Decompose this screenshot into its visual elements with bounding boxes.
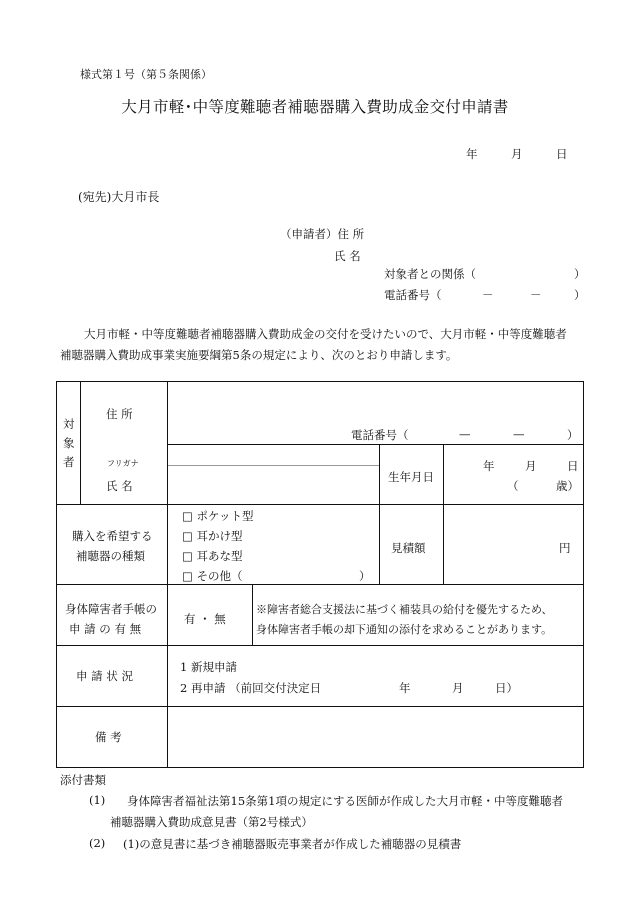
status-reapply[interactable]: 2 再申請 （前回交付決定日	[180, 681, 322, 695]
status-day: 日）	[495, 681, 518, 695]
handbook-note-2: 身体障害者手帳の却下通知の添付を求めることがあります。	[256, 623, 553, 636]
subject-label-2: 象	[63, 436, 75, 450]
birth-month: 月	[525, 459, 537, 473]
applicant-relation-label: 対象者との関係（	[384, 267, 476, 281]
applicant-address-label: （申請者）住 所	[280, 227, 365, 241]
attachment-1-number: (1)	[89, 793, 106, 807]
date-month: 月	[511, 147, 523, 161]
applicant-name-label: 氏 名	[334, 249, 361, 263]
applicant-phone-dash-1: －	[482, 288, 494, 302]
applicant-phone-close: ）	[574, 288, 586, 302]
status-new[interactable]: 1 新規申請	[180, 660, 237, 674]
applicant-relation-close: ）	[574, 267, 586, 281]
handbook-yes-no[interactable]: 有 ・ 無	[184, 612, 226, 626]
attachment-1-line-2: 補聴器購入費助成意見書（第2号様式）	[110, 815, 313, 829]
subject-phone-dash-1: —	[459, 427, 471, 441]
status-month: 月	[452, 681, 464, 695]
date-year: 年	[466, 147, 478, 161]
handbook-note-1: ※障害者総合支援法に基づく補装具の給付を優先するため、	[256, 603, 553, 616]
intro-line-1: 大月市軽・中等度難聴者補聴器購入費助成金の交付を受けたいので、大月市軽・中等度難聴者	[84, 327, 567, 341]
subject-label-3: 者	[63, 455, 75, 469]
attachments-heading: 添付書類	[60, 773, 106, 787]
birth-year: 年	[483, 459, 495, 473]
attachment-2-text: (1)の意見書に基づき補聴器販売事業者が作成した補聴器の見積書	[123, 837, 462, 851]
age-label: 歳）	[556, 479, 579, 493]
hearing-aid-type-label-1: 購入を希望する	[72, 529, 153, 543]
type-option-pocket[interactable]: □ ポケット型	[182, 509, 254, 523]
applicant-phone-dash-2: －	[530, 288, 542, 302]
page-title: 大月市軽･中等度難聴者補聴器購入費助成金交付申請書	[121, 98, 509, 116]
age-open: （	[507, 479, 519, 493]
furigana-label: フリガナ	[107, 459, 139, 468]
handbook-label-2: 申 請 の 有 無	[69, 622, 142, 636]
attachment-2-number: (2)	[89, 836, 106, 850]
birth-day: 日	[567, 459, 579, 473]
status-label: 申 請 状 況	[76, 669, 133, 683]
applicant-phone-label: 電話番号（	[384, 288, 442, 302]
date-day: 日	[556, 147, 568, 161]
hearing-aid-type-label-2: 補聴器の種類	[76, 549, 145, 563]
addressee: (宛先)大月市長	[78, 190, 160, 204]
application-table	[56, 381, 584, 768]
type-option-other[interactable]: □ その他（	[182, 569, 243, 583]
name-label: 氏 名	[106, 479, 133, 493]
subject-label-1: 対	[63, 417, 75, 431]
estimate-label: 見積額	[391, 541, 426, 555]
intro-paragraph	[60, 324, 590, 366]
type-other-close: ）	[359, 569, 371, 583]
intro-line-2: 補聴器購入費助成事業実施要綱第5条の規定により、次のとおり申請します。	[60, 348, 458, 362]
subject-phone-label: 電話番号（	[351, 428, 409, 442]
attachment-1-line-1: 身体障害者福祉法第15条第1項の規定にする医師が作成した大月市軽・中等度難聴者	[127, 794, 563, 808]
form-number: 様式第１号（第５条関係）	[80, 68, 212, 81]
estimate-unit: 円	[559, 541, 571, 555]
subject-phone-close: ）	[567, 428, 579, 442]
status-year: 年	[399, 681, 411, 695]
type-option-in-ear[interactable]: □ 耳あな型	[182, 549, 243, 563]
subject-phone-dash-2: —	[513, 427, 525, 441]
birth-label: 生年月日	[388, 470, 434, 484]
remarks-label: 備 考	[95, 730, 122, 744]
address-label: 住 所	[106, 407, 133, 421]
type-option-behind-ear[interactable]: □ 耳かけ型	[182, 529, 243, 543]
handbook-label-1: 身体障害者手帳の	[65, 602, 157, 616]
